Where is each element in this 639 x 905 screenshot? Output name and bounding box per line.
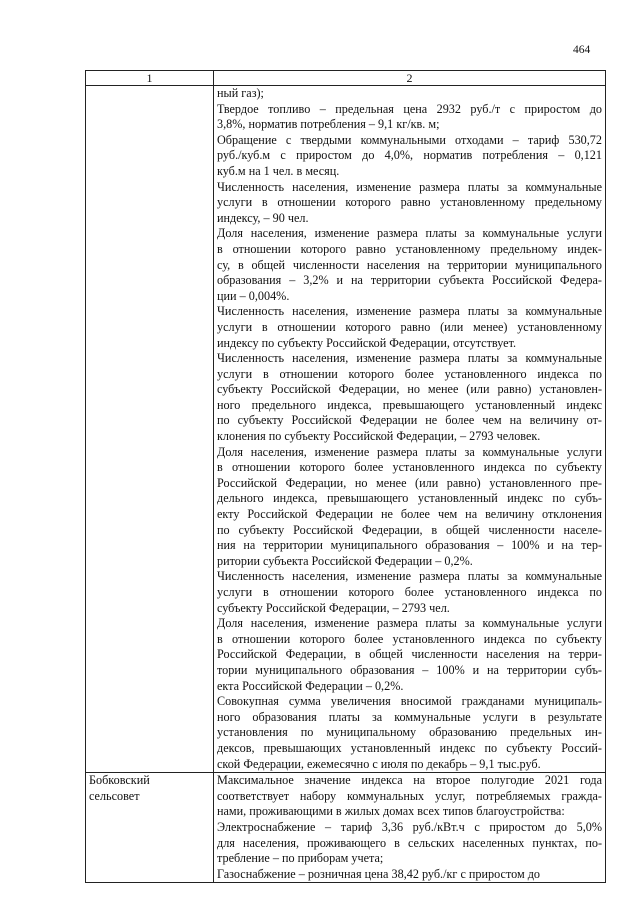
text-line: установления по муниципальному образованию предельных ин- bbox=[217, 725, 602, 740]
page-number: 464 bbox=[573, 44, 591, 56]
text-line: Совокупная сумма увеличения вносимой гражданами муниципаль- bbox=[217, 694, 602, 709]
text-line: дельного индекса, превышающего установленный индекс по субъ- bbox=[217, 491, 602, 506]
text-line: Электроснабжение – тариф 3,36 руб./кВт.ч с приростом до 5,0% bbox=[217, 819, 602, 834]
text-line: Численность населения, изменение размера платы за коммунальные bbox=[217, 304, 602, 319]
text-line: Численность населения, изменение размера платы за коммунальные bbox=[217, 179, 602, 194]
paragraph bbox=[217, 445, 602, 570]
text-line: субъекту Российской Федерации, но менее (или равно) установлен- bbox=[217, 382, 602, 397]
paragraph bbox=[217, 694, 602, 772]
text-line: ный газ); bbox=[217, 86, 264, 100]
paragraph bbox=[217, 820, 602, 867]
text-line: 3,8%, норматив потребления – 9,1 кг/кв. м; bbox=[217, 117, 440, 132]
text-line: Обращение с твердыми коммунальными отходами – тариф 530,72 bbox=[217, 132, 602, 147]
text-line: услуги в отношении которого равно установленному предельному bbox=[217, 195, 602, 210]
description-cell bbox=[214, 773, 606, 883]
column-header-2: 2 bbox=[214, 71, 606, 86]
text-line: Численность населения, изменение размера платы за коммунальные bbox=[217, 351, 602, 366]
text-line: Российской Федерации, но менее (или равно) установленного пре- bbox=[217, 475, 602, 490]
text-line: индексу по субъекту Российской Федерации, отсутствует. bbox=[217, 335, 517, 350]
region-cell bbox=[86, 86, 214, 773]
text-line: ного предельного индекса, превышающего установленный индекс bbox=[217, 397, 602, 412]
text-line: ния на территории муниципального образования – 100% и на тер- bbox=[217, 538, 602, 553]
text-line: Численность населения, изменение размера платы за коммунальные bbox=[217, 569, 602, 584]
text-line: руб./куб.м с приростом до 4,0%, норматив потребления – 0,121 bbox=[217, 148, 602, 163]
text-line: по субъекту Российской Федерации, в общей численности населе- bbox=[217, 522, 602, 537]
paragraph bbox=[217, 86, 602, 102]
text-line: услуги в отношении которого более установленного индекса по bbox=[217, 585, 602, 599]
region-cell bbox=[86, 773, 214, 883]
text-line: куб.м на 1 чел. в месяц. bbox=[217, 163, 340, 178]
text-line: нами, проживающими в жилых домах всех типов благоустройства: bbox=[217, 804, 565, 819]
text-line: екту Российской Федерации не более чем на величину отклонения bbox=[217, 507, 602, 522]
text-line: Твердое топливо – предельная цена 2932 руб./т с приростом до bbox=[217, 101, 602, 116]
document-table bbox=[85, 70, 606, 883]
table-row bbox=[86, 773, 606, 883]
text-line: субъекту Российской Федерации, – 2793 чел. bbox=[217, 600, 450, 615]
text-line: услуги в отношении которого более установленного индекса по bbox=[217, 366, 602, 381]
text-line: екта Российской Федерации – 0,2%. bbox=[217, 678, 404, 693]
paragraph bbox=[217, 226, 602, 304]
text-line: ритории субъекта Российской Федерации – 0,2%. bbox=[217, 553, 473, 568]
text-line: Доля населения, изменение размера платы за коммунальные услуги bbox=[217, 444, 602, 459]
column-header-1: 1 bbox=[86, 71, 214, 86]
text-line: Доля населения, изменение размера платы за коммунальные услуги bbox=[217, 616, 602, 631]
paragraph bbox=[217, 867, 602, 883]
text-line: Российской Федерации, в общей численности населения на терри- bbox=[217, 647, 602, 662]
region-name-line: Бобковский bbox=[89, 773, 150, 788]
text-line: клонения по субъекту Российской Федерации, – 2793 человек. bbox=[217, 429, 541, 444]
text-line: Максимальное значение индекса на второе полугодие 2021 года bbox=[217, 773, 602, 788]
paragraph bbox=[217, 569, 602, 616]
text-line: образования – 3,2% и на территории субъекта Российской Федера- bbox=[217, 273, 602, 288]
text-line: тории муниципального образования – 100% и на территории субъ- bbox=[217, 662, 602, 677]
text-line: ции – 0,004%. bbox=[217, 288, 290, 303]
paragraph bbox=[217, 773, 602, 820]
paragraph bbox=[217, 102, 602, 133]
text-line: для населения, проживающего в сельских населенных пунктах, по- bbox=[217, 835, 602, 850]
table-header-row bbox=[86, 71, 606, 86]
text-line: Газоснабжение – розничная цена 38,42 руб./кг с приростом до bbox=[217, 866, 541, 881]
text-line: су, в общей численности населения на территории муниципального bbox=[217, 257, 602, 272]
text-line: в отношении которого равно установленному предельному индек- bbox=[217, 241, 602, 256]
text-line: в отношении которого более установленного индекса по субъекту bbox=[217, 460, 602, 475]
paragraph bbox=[217, 351, 602, 445]
paragraph bbox=[217, 304, 602, 351]
text-line: дексов, превышающих установленный индекс по субъекту Россий- bbox=[217, 740, 602, 755]
region-name-line: сельсовет bbox=[89, 788, 140, 803]
text-line: соответствует набору коммунальных услуг, потребляемых гражда- bbox=[217, 788, 602, 803]
text-line: услуги в отношении которого равно (или менее) установленному bbox=[217, 319, 602, 334]
paragraph bbox=[217, 133, 602, 180]
description-cell bbox=[214, 86, 606, 773]
text-line: Доля населения, изменение размера платы за коммунальные услуги bbox=[217, 226, 602, 241]
text-line: в отношении которого более установленного индекса по субъекту bbox=[217, 631, 602, 646]
text-line: ской Федерации, ежемесячно с июля по декабрь – 9,1 тыс.руб. bbox=[217, 756, 541, 771]
text-line: индексу, – 90 чел. bbox=[217, 210, 309, 225]
paragraph bbox=[217, 616, 602, 694]
text-line: требление – по приборам учета; bbox=[217, 851, 384, 866]
table-row bbox=[86, 86, 606, 773]
text-line: ного образования платы за коммунальные услуги в результате bbox=[217, 709, 602, 724]
paragraph bbox=[217, 180, 602, 227]
text-line: по субъекту Российской Федерации не более чем на величину от- bbox=[217, 413, 602, 428]
